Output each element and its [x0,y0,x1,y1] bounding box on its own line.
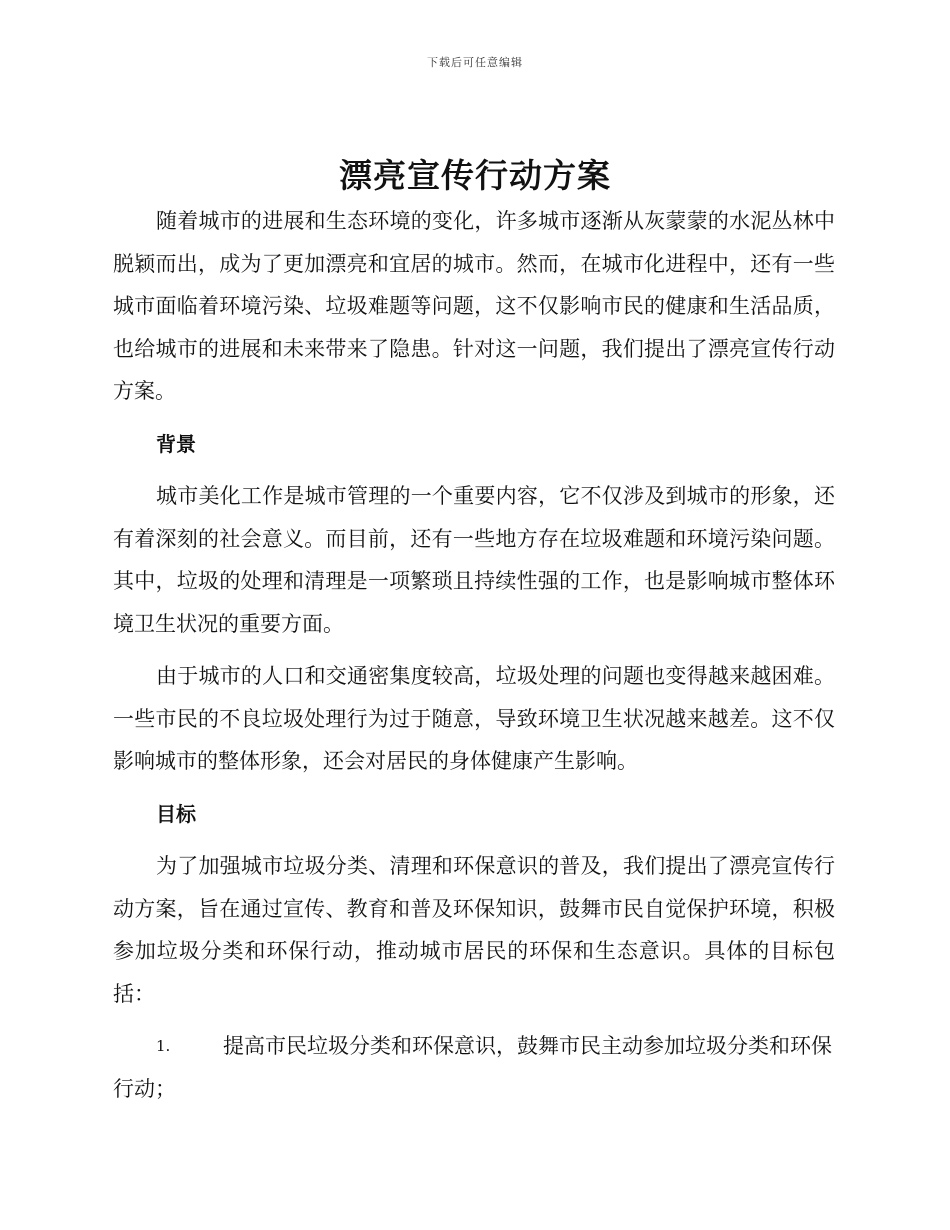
list-item-text: 提高市民垃圾分类和环保意识，鼓舞市民主动参加垃圾分类和环保行动； [113,1034,832,1101]
document-title: 漂亮宣传行动方案 [339,156,611,195]
page-header-note: 下载后可任意编辑 [427,56,523,69]
goal-paragraph: 为了加强城市垃圾分类、清理和环保意识的普及，我们提出了漂亮宣传行动方案，旨在通过宣传、教育和普及环保知识，鼓舞市民自觉保护环境，积极参加垃圾分类和环保行动，推动城市居民的环保和生态意识。具体的目标包括： [113,854,835,1006]
list-item [113,1025,835,1110]
document-body [113,200,835,1110]
background-paragraph-1: 城市美化工作是城市管理的一个重要内容，它不仅涉及到城市的形象，还有着深刻的社会意义。而目前，还有一些地方存在垃圾难题和环境污染问题。其中，垃圾的处理和清理是一项繁琐且持续性强的工作，也是影响城市整体环境卫生状况的重要方面。 [113,484,835,636]
background-paragraph-2: 由于城市的人口和交通密集度较高，垃圾处理的问题也变得越来越困难。一些市民的不良垃圾处理行为过于随意，导致环境卫生状况越来越差。这不仅影响城市的整体形象，还会对居民的身体健康产生影响。 [113,664,835,773]
section-heading-background: 背景 [156,431,196,456]
intro-paragraph: 随着城市的进展和生态环境的变化，许多城市逐渐从灰蒙蒙的水泥丛林中脱颖而出，成为了更加漂亮和宜居的城市。然而，在城市化进程中，还有一些城市面临着环境污染、垃圾难题等问题，这不仅影响市民的健康和生活品质，也给城市的进展和未来带来了隐患。针对这一问题，我们提出了漂亮宣传行动方案。 [113,209,835,403]
list-item-number: 1. [156,1037,171,1055]
section-heading-goal: 目标 [156,801,196,826]
